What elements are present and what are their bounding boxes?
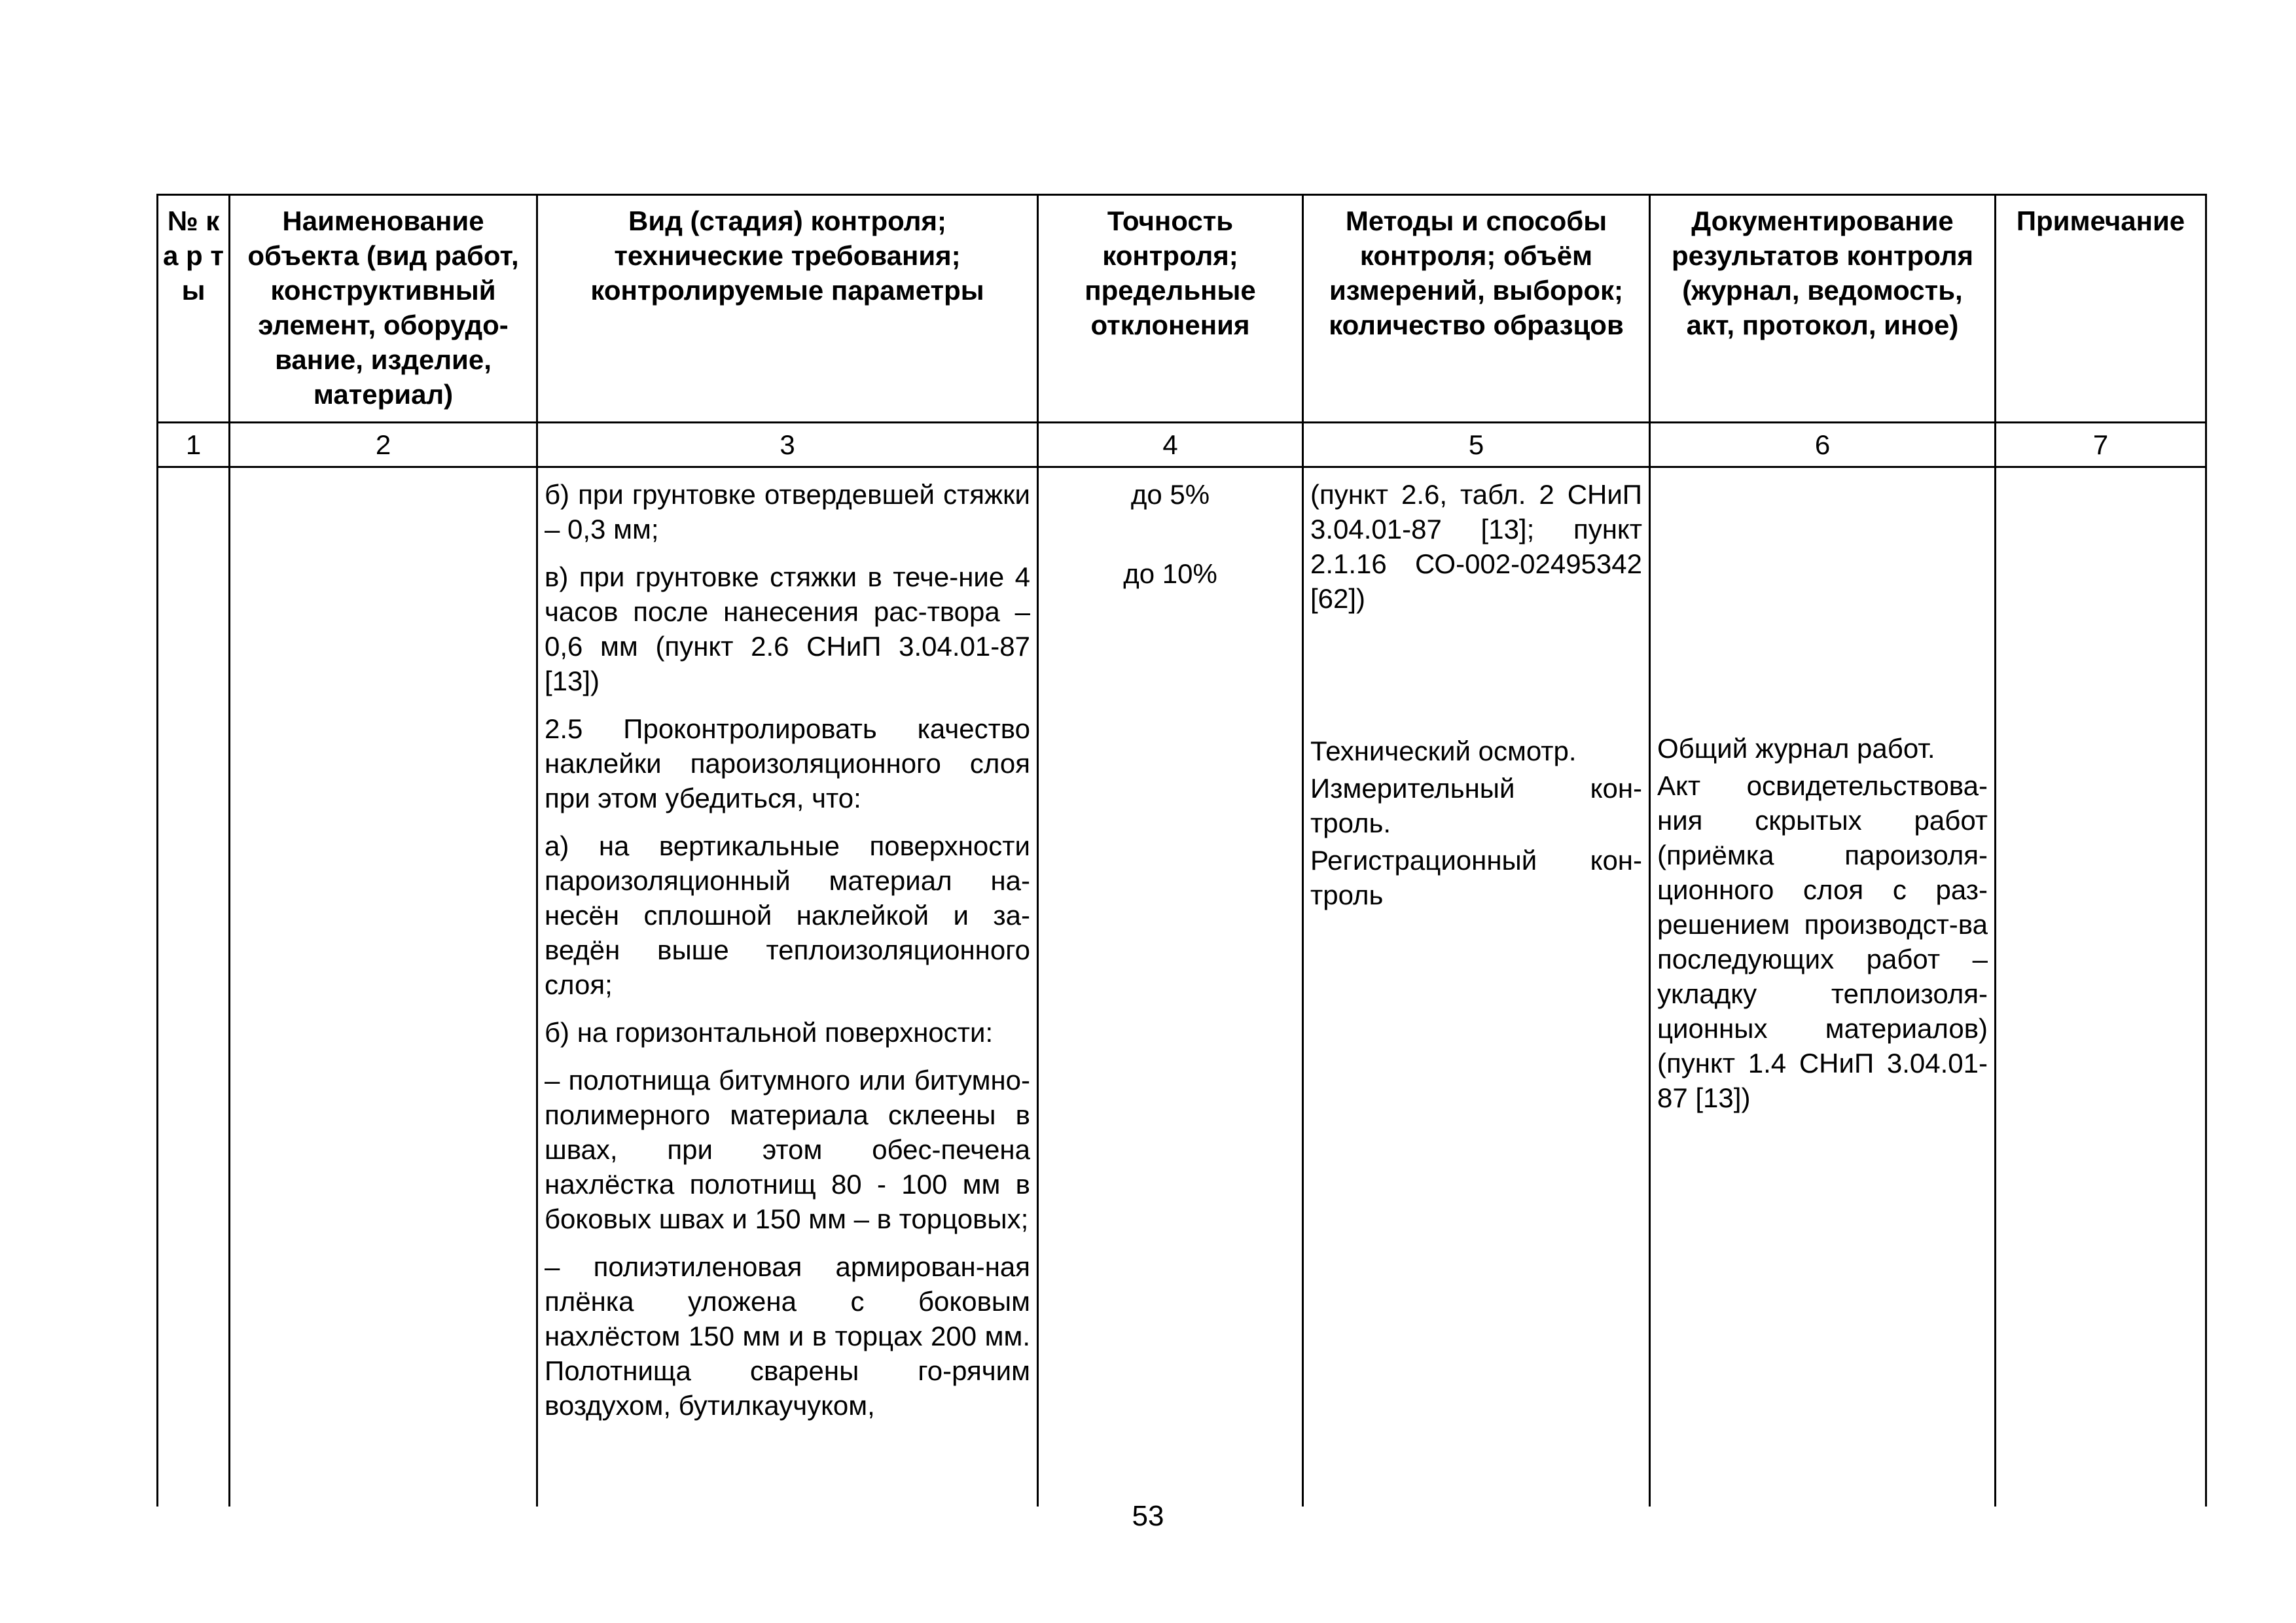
header-control-type: Вид (стадия) контроля; технические требования; контролируемые параметры	[537, 195, 1038, 423]
column-number-row	[158, 423, 2206, 467]
column-number: 4	[1038, 423, 1303, 467]
column-number: 6	[1650, 423, 1996, 467]
header-row	[158, 195, 2206, 423]
header-object-name: Наименование объекта (вид работ, конструктивный элемент, оборудо-вание, изделие, материал)	[230, 195, 537, 423]
note-cell	[1996, 467, 2206, 1507]
header-documentation: Документирование результатов контроля (журнал, ведомость, акт, протокол, иное)	[1650, 195, 1996, 423]
header-note: Примечание	[1996, 195, 2206, 423]
column-number: 5	[1303, 423, 1650, 467]
header-accuracy: Точность контроля; предельные отклонения	[1038, 195, 1303, 423]
content-row	[158, 467, 2206, 1507]
object-name-cell	[230, 467, 537, 1507]
requirement-paragraph: 2.5 Проконтролировать качество наклейки пароизоляционного слоя при этом убедиться, что:	[545, 713, 1030, 813]
column-number: 3	[537, 423, 1038, 467]
requirement-paragraph: б) при грунтовке отвердевшей стяжки – 0,3 мм;	[545, 479, 1030, 544]
documentation-item: Общий журнал работ.	[1657, 733, 1935, 764]
header-card-number: № к а р т ы	[158, 195, 230, 423]
requirement-paragraph: в) при грунтовке стяжки в тече-ние 4 часов после нанесения рас-твора – 0,6 мм (пункт 2.6 СНиП 3.04.01-87 [13])	[545, 562, 1030, 696]
requirement-paragraph: б) на горизонтальной поверхности:	[545, 1017, 994, 1048]
requirement-paragraph: – полотнища битумного или битумно-полимерного материала склеены в швах, при этом обес-печена нахлёстка полотнищ 80 - 100 мм в боковых швах и 150 мм – в торцовых;	[545, 1065, 1030, 1234]
requirement-paragraph: а) на вертикальные поверхности пароизоляционный материал на-несён сплошной наклейкой и за-ведён выше теплоизоляционного слоя;	[545, 830, 1030, 1000]
requirement-paragraph: – полиэтиленовая армирован-ная плёнка уложена с боковым нахлёстом 150 мм и в торцах 200 мм. Полотнища сварены го-рячим воздухом, бутилкаучуком,	[545, 1251, 1030, 1421]
requirements-cell	[537, 467, 1038, 1507]
methods-cell	[1303, 467, 1650, 1507]
method-item: Регистрационный кон-троль	[1310, 845, 1642, 910]
column-number: 1	[158, 423, 230, 467]
documentation-cell	[1650, 467, 1996, 1507]
header-methods: Методы и способы контроля; объём измерений, выборок; количество образцов	[1303, 195, 1650, 423]
documentation-item: Акт освидетельствова-ния скрытых работ (приёмка пароизоля-ционного слоя с раз-решением производст-ва последующих работ – укладку теплоизоля-ционных материалов) (пункт 1.4 СНиП 3.04.01-87 [13])	[1657, 770, 1988, 1113]
column-number: 7	[1996, 423, 2206, 467]
method-reference: (пункт 2.6, табл. 2 СНиП 3.04.01-87 [13]; пункт 2.1.16 СО-002-02495342 [62])	[1310, 479, 1642, 614]
page-number: 53	[1132, 1500, 1164, 1532]
method-item: Измерительный кон-троль.	[1310, 773, 1642, 838]
card-number-cell	[158, 467, 230, 1507]
control-table	[156, 194, 2207, 1507]
tolerance-value: до 5%	[1130, 479, 1210, 510]
column-number: 2	[230, 423, 537, 467]
tolerance-value: до 10%	[1123, 558, 1217, 589]
accuracy-cell	[1038, 467, 1303, 1507]
method-item: Технический осмотр.	[1310, 736, 1577, 766]
